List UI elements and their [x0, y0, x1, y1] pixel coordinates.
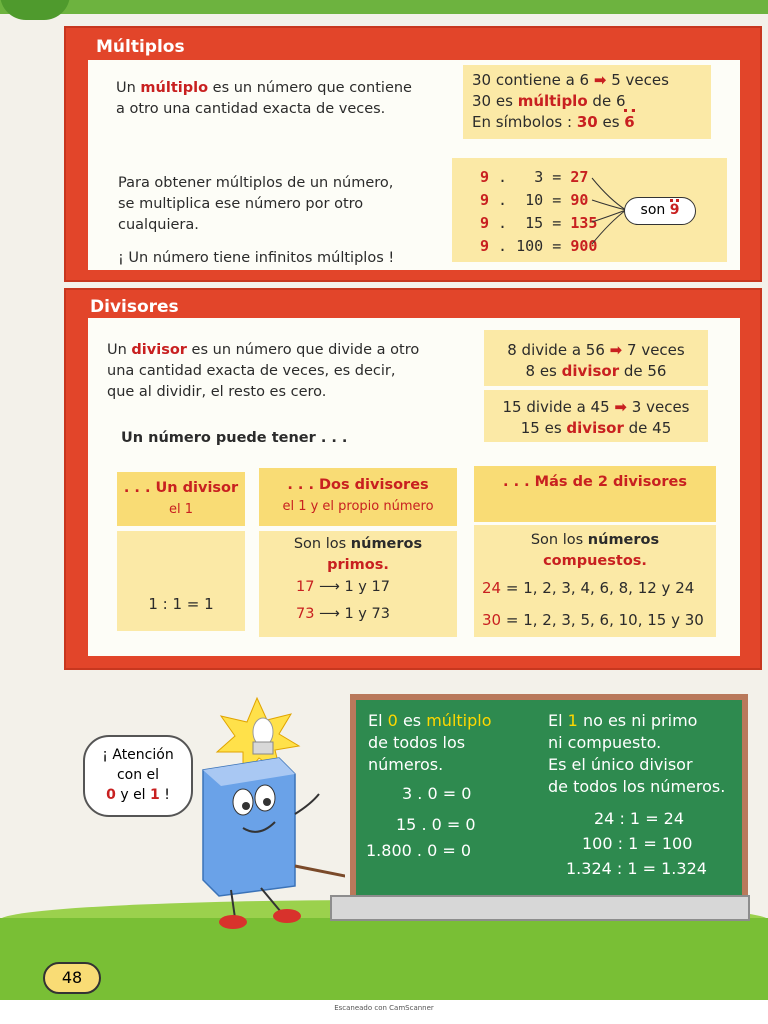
- obtener-line-2: se multiplica ese número por otro: [118, 196, 364, 212]
- col1-title: . . . Un divisor: [123, 480, 239, 496]
- board-right-eq-1: 24 : 1 = 24: [594, 809, 685, 828]
- col1-subtitle: el 1: [168, 502, 193, 517]
- col1-body: [117, 531, 245, 631]
- son-bubble: [624, 197, 696, 225]
- board-right-heading: El 1 no es ni primo ni compuesto. Es el único divisor de todos los números.: [548, 711, 726, 796]
- col3-row-30: 30 = 1, 2, 3, 5, 6, 10, 15 y 30: [482, 611, 704, 629]
- ejemplo-row-2: 9 . 10 = 90: [480, 191, 589, 209]
- col1-header-text: [117, 478, 245, 520]
- board-left-heading: El 0 es múltiplo de todos los números.: [368, 711, 492, 774]
- son-number: 9: [670, 199, 680, 218]
- page-number: 48: [43, 962, 101, 994]
- atencion-text: ¡ Atención con el 0 y el 1 !: [102, 747, 174, 803]
- mascot-eraser-icon: [195, 690, 345, 940]
- symbols-es: es: [602, 113, 620, 131]
- atencion-bubble: [83, 735, 193, 817]
- obtener-text: [118, 173, 393, 236]
- example-line-2a: 30 es: [472, 92, 513, 110]
- div-def-1b: es un número que divide a otro: [186, 342, 420, 358]
- son-label: son: [640, 202, 666, 218]
- example-line-1a: 30 contiene a 6: [472, 71, 590, 89]
- def-line-1a: Un: [116, 80, 141, 96]
- scanner-footer: Escaneado con CamScanner: [334, 1004, 434, 1012]
- col2-header-text: [259, 475, 457, 517]
- div-def-2: una cantidad exacta de veces, es decir,: [107, 363, 396, 379]
- infinitos-text: ¡ Un número tiene infinitos múltiplos !: [118, 250, 395, 266]
- def-line-1b: es un número que contiene: [208, 80, 412, 96]
- example-line-1b: 5 veces: [611, 71, 669, 89]
- multiplo-example-text: [472, 70, 669, 133]
- symbols-30: 30: [576, 113, 598, 131]
- top-grass: [0, 0, 768, 14]
- divisores-definition: [107, 340, 419, 403]
- symbols-6: 6: [624, 109, 634, 131]
- ejemplo-row-1: 9 . 3 = 27: [480, 168, 589, 186]
- board-right-eq-2: 100 : 1 = 100: [582, 834, 693, 853]
- ejemplo-row-3: 9 . 15 = 135: [480, 214, 598, 232]
- col1-equation: 1 : 1 = 1: [148, 595, 214, 613]
- example-line-2b: de 6: [592, 92, 626, 110]
- arrow-icon: ➡: [609, 341, 623, 359]
- div-def-3: que al dividir, el resto es cero.: [107, 384, 327, 400]
- col3-row-24: 24 = 1, 2, 3, 4, 6, 8, 12 y 24: [482, 579, 695, 597]
- col2-row-73: 73 ⟶ 1 y 73: [296, 606, 390, 622]
- div-def-1a: Un: [107, 342, 132, 358]
- compuestos-keyword: compuestos.: [543, 553, 647, 569]
- divisor-example-2-text: 15 divide a 45 ➡ 3 veces 15 es divisor de 45: [502, 398, 690, 437]
- col2-primos-text: Son los números primos.: [293, 536, 423, 573]
- symbols-label: En símbolos :: [472, 113, 573, 131]
- arrow-icon: ➡: [614, 398, 627, 416]
- multiplos-definition: [116, 78, 412, 120]
- col3-header-text: . . . Más de 2 divisores: [503, 474, 687, 490]
- ejemplo-row-4: 9 . 100 = 900: [480, 237, 598, 255]
- primos-keyword: primos.: [327, 557, 389, 573]
- col2-subtitle: el 1 y el propio número: [282, 499, 434, 514]
- top-decoration: [0, 0, 70, 20]
- def-line-2: a otro una cantidad exacta de veces.: [116, 101, 386, 117]
- lawn: [0, 918, 768, 1000]
- board-left-eq-2: 15 . 0 = 0: [396, 815, 476, 834]
- obtener-line-1: Para obtener múltiplos de un número,: [118, 175, 394, 191]
- col3-compuestos-text: Son los números compuestos.: [530, 532, 660, 569]
- arrow-icon: ➡: [593, 71, 607, 89]
- chalkboard-rail: [330, 895, 750, 921]
- long-arrow-icon: ⟶: [319, 579, 340, 595]
- def-keyword-multiplo: múltiplo: [140, 80, 209, 96]
- divisores-title: Divisores: [90, 297, 179, 317]
- col2-row-17: 17 ⟶ 1 y 17: [296, 579, 390, 595]
- divisor-example-1-text: 8 divide a 56 ➡ 7 veces 8 es divisor de 56: [507, 341, 685, 380]
- example-keyword-multiplo: múltiplo: [517, 92, 588, 110]
- obtener-line-3: cualquiera.: [118, 217, 199, 233]
- col2-title: . . . Dos divisores: [287, 477, 429, 493]
- board-left-eq-1: 3 . 0 = 0: [402, 784, 472, 803]
- long-arrow-icon: ⟶: [319, 606, 340, 622]
- def-keyword-divisor: divisor: [131, 342, 187, 358]
- board-left-eq-3: 1.800 . 0 = 0: [366, 841, 471, 860]
- board-right-eq-3: 1.324 : 1 = 1.324: [566, 859, 707, 878]
- multiplos-title: Múltiplos: [96, 37, 185, 57]
- puede-tener-text: Un número puede tener . . .: [121, 430, 348, 446]
